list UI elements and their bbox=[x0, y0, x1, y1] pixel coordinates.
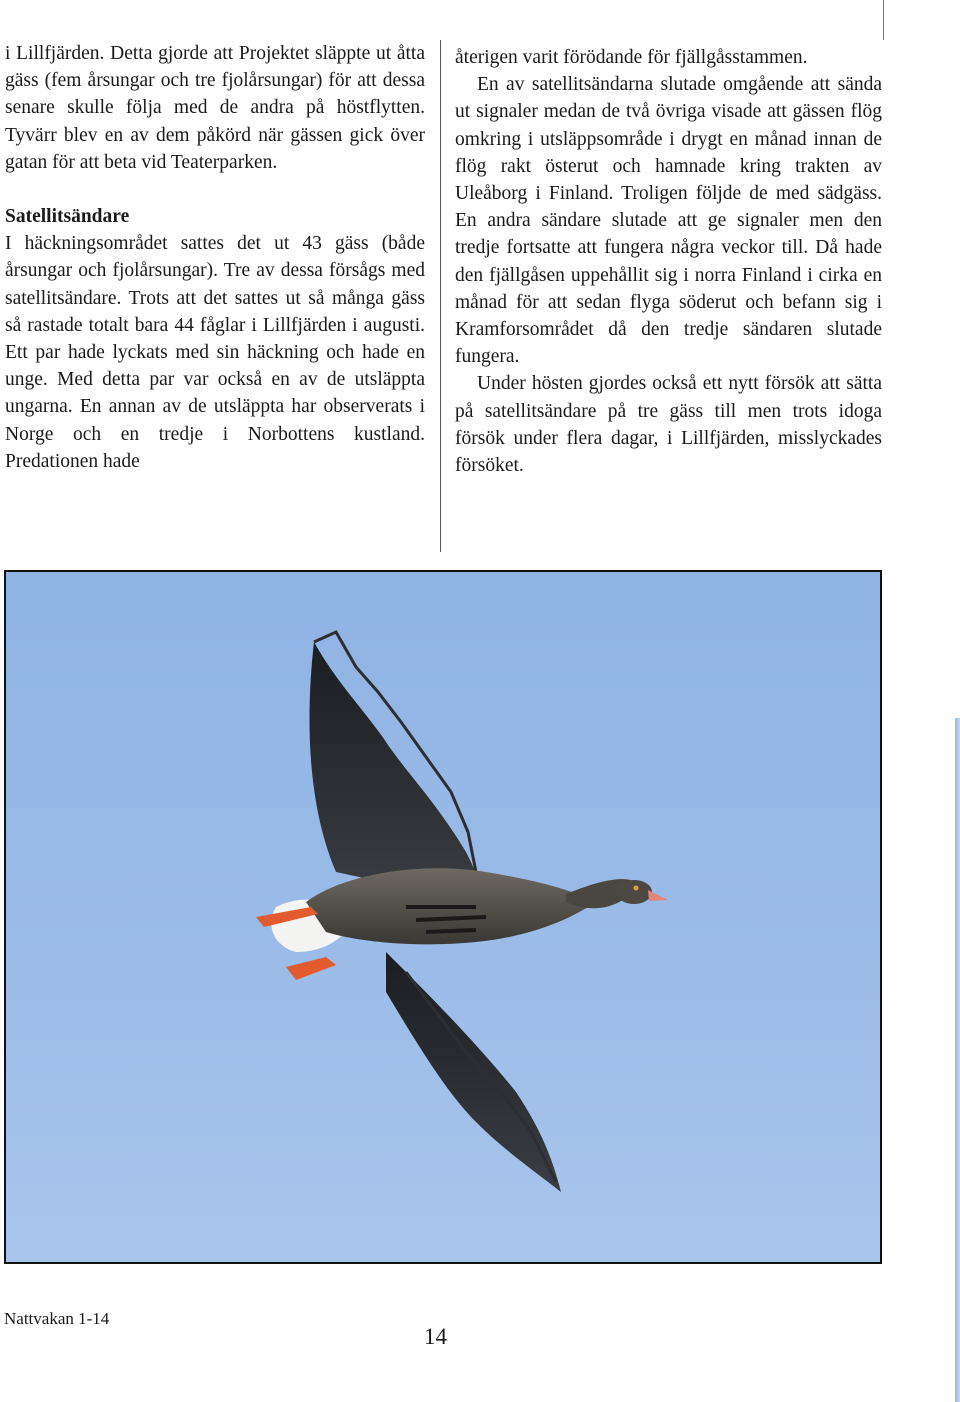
page-number: 14 bbox=[424, 1324, 447, 1349]
goose-head bbox=[616, 880, 652, 904]
goose-bill bbox=[648, 890, 668, 901]
left-paragraph-2: I häckningsområdet sattes det ut 43 gäss (både årsungar och fjolårsungar). Tre av dessa försågs med satellitsändare. Trots att det sattes ut så många gäss så rastade totalt bara 44 fåglar i Lillfjärden i augusti. Ett par hade lyckats med sin häckning och hade en unge. Med detta par var också en av de utsläppta ungarna. En annan av de utsläppta har observerats i Norge och en tredje i Norbottens kustland. Predationen hade bbox=[5, 233, 425, 472]
flying-goose-illustration bbox=[6, 572, 880, 1262]
section-heading: Satellitsändare bbox=[5, 206, 130, 228]
right-paragraph-2: En av satellitsändarna slutade omgående att sända ut signaler medan de två övriga visade att gässen flög omkring i utsläppsområde i drygt en månad innan de flög rakt österut och hamnade kring trakten av Uleåborg i Finland. Troligen följde de med sädgäss. En andra sändare slutade att ge signaler men den tredje fortsatte att fungera några veckor till. Då hade den fjällgåsen uppehållit sig i norra Finland i cirka en månad för att sedan flyga söderut och befann sig i Kramforsområdet då den tredje sändaren slutade fungera. bbox=[455, 74, 882, 368]
right-paragraph-3: Under hösten gjordes också ett nytt försök att sätta på satellitsändare på tre gäss till men trots idoga försök under flera dagar, i Lillfjärden, misslyckades försöket. bbox=[455, 373, 882, 477]
goose-photo bbox=[4, 570, 882, 1264]
left-text-column bbox=[5, 40, 425, 475]
page-edge-strip bbox=[955, 718, 960, 1402]
left-paragraph-1: i Lillfjärden. Detta gjorde att Projektet släppte ut åtta gäss (fem årsungar och tre fjolårsungar) för att dessa senare skulle följa med de andra på höstflytten. Tyvärr blev en av dem påkörd när gässen gick över gatan för att beta vid Teaterparken. bbox=[5, 43, 425, 173]
lower-wing bbox=[386, 952, 561, 1192]
column-divider bbox=[440, 40, 441, 552]
top-rule bbox=[883, 0, 884, 40]
goose-leg-lower bbox=[286, 957, 336, 980]
publication-name: Nattvakan 1-14 bbox=[4, 1309, 110, 1328]
goose-eye bbox=[634, 886, 639, 891]
upper-wing bbox=[309, 642, 480, 902]
right-text-column bbox=[455, 44, 882, 479]
right-paragraph-1: återigen varit förödande för fjällgåsstammen. bbox=[455, 47, 808, 68]
